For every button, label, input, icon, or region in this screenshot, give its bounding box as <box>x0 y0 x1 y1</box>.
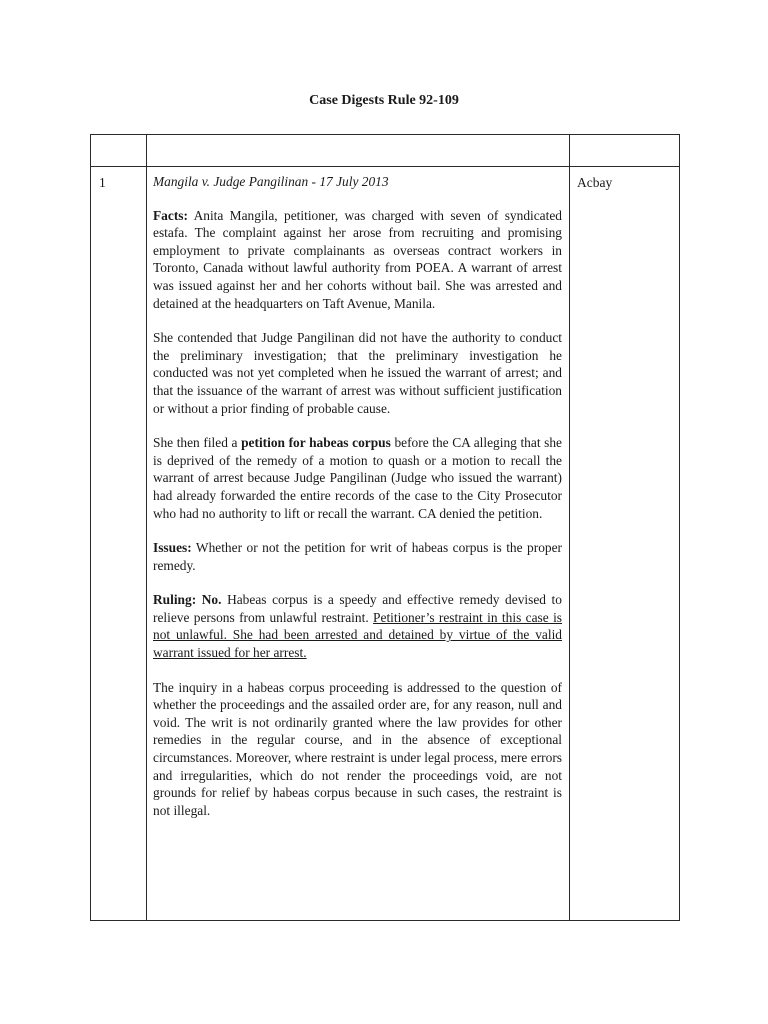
row-number: 1 <box>91 167 147 921</box>
facts-paragraph <box>153 207 562 313</box>
petition-text-pre: She then filed a <box>153 435 242 451</box>
petition-paragraph <box>153 434 562 522</box>
ruling-underlined-text: Petitioner’s restraint in this case is not unlawful. She had been arrested and detained by virtue of the valid warrant issued for her arrest. <box>153 609 562 661</box>
case-digest-table <box>90 134 680 921</box>
ruling-paragraph <box>153 591 562 661</box>
petition-bold-text: petition for habeas corpus <box>241 435 391 451</box>
table-header-row <box>91 135 680 167</box>
contention-paragraph: She contended that Judge Pangilinan did not have the authority to conduct the preliminary investigation; that the preliminary investigation he conducted was not yet completed when he issued the warrant of arrest; and that the issuance of the warrant of arrest was without sufficient justification or without a prior finding of probable cause. <box>153 330 562 416</box>
ruling-label: Ruling: No. <box>153 592 222 608</box>
case-title: Mangila v. Judge Pangilinan - 17 July 2013 <box>153 174 389 189</box>
author-name: Acbay <box>570 167 680 921</box>
petition-text-post: before the CA alleging that she is deprived of the remedy of a motion to quash or a motion to recall the warrant of arrest because Judge Pangilinan (Judge who issued the warrant) had already forwarded the entire records of the case to the City Prosecutor who had no authority to lift or recall the warrant. CA denied the petition. <box>153 435 563 521</box>
issues-paragraph <box>153 539 562 574</box>
facts-text: Anita Mangila, petitioner, was charged with seven of syndicated estafa. The complaint against her arose from recruiting and promising employment to private complainants as overseas contract workers in Toronto, Canada without lawful authority from POEA. A warrant of arrest was issued against her and her cohorts without bail. She was arrested and detained at the headquarters on Taft Avenue, Manila. <box>153 207 562 311</box>
document-title: Case Digests Rule 92-109 <box>309 93 459 108</box>
issues-text: Whether or not the petition for writ of habeas corpus is the proper remedy. <box>153 540 562 573</box>
case-digest-cell <box>147 167 570 921</box>
header-cell-author <box>570 135 680 167</box>
header-cell-case <box>147 135 570 167</box>
inquiry-paragraph: The inquiry in a habeas corpus proceeding is addressed to the question of whether the proceedings and the assailed order are, for any reason, null and void. The writ is not ordinarily granted where the law provides for other remedies in the regular course, and in the absence of exceptional circumstances. Moreover, where restraint is under legal process, mere errors and irregularities, which do not render the proceedings void, are not grounds for relief by habeas corpus because in such cases, the restraint is not illegal. <box>153 679 562 818</box>
issues-label: Issues: <box>153 540 192 556</box>
ruling-text: Habeas corpus is a speedy and effective remedy devised to relieve persons from unlawful restraint. <box>153 592 562 625</box>
table-row <box>91 167 680 921</box>
facts-label: Facts: <box>153 207 188 223</box>
header-cell-number <box>91 135 147 167</box>
